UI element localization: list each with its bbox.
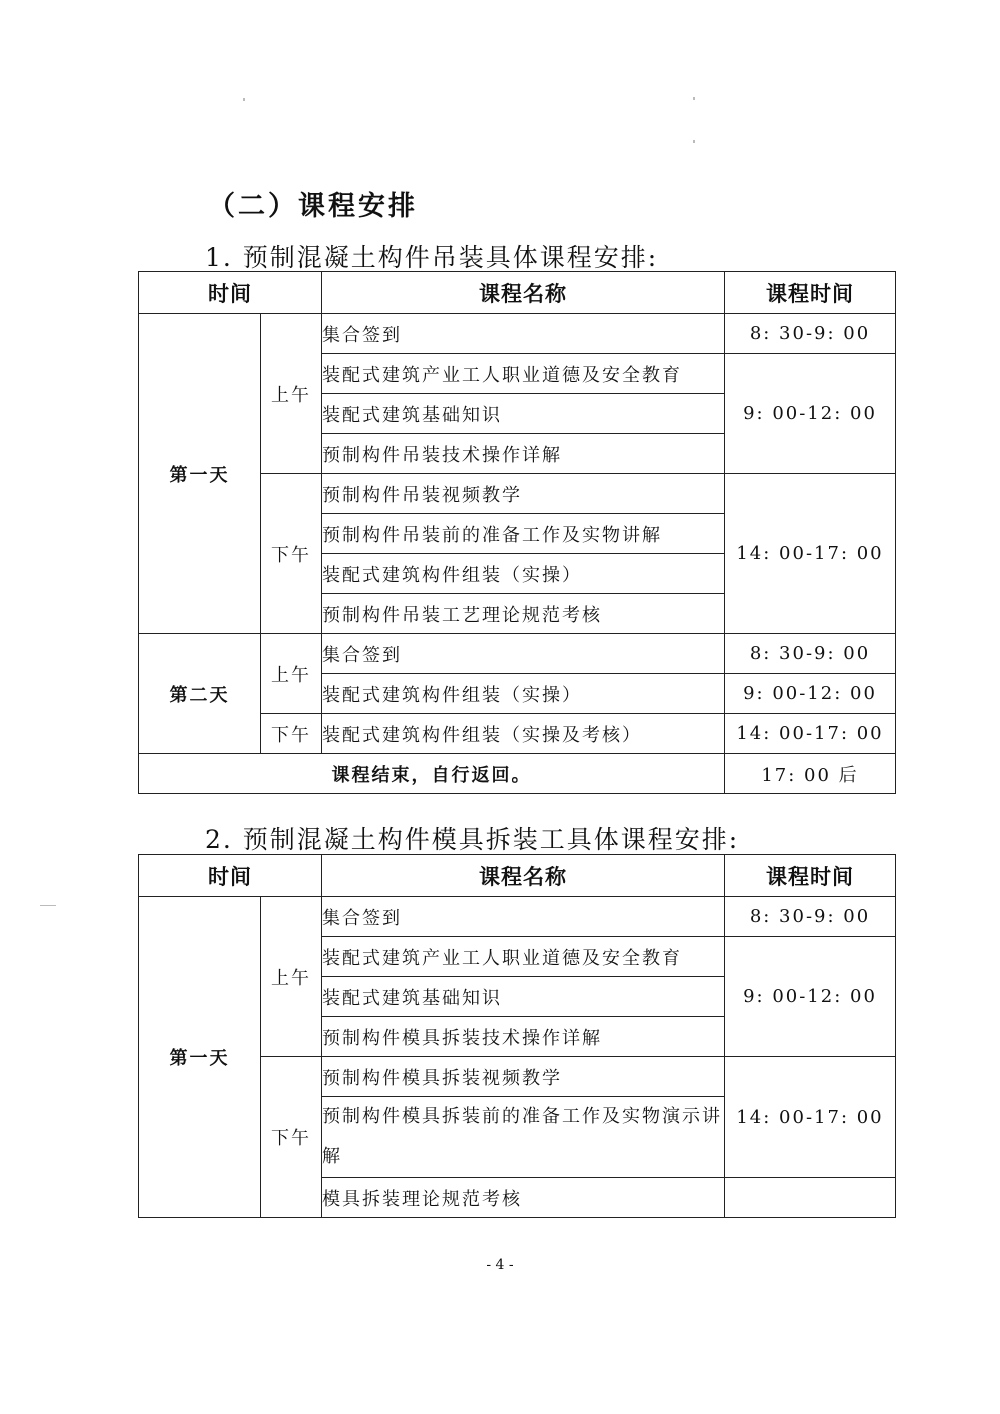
course-item: 预制构件吊装技术操作详解: [322, 434, 725, 474]
course-item: 装配式建筑构件组装（实操及考核）: [322, 714, 725, 754]
table-header-row: [139, 855, 896, 897]
mold-schedule-table: [138, 854, 896, 1218]
table-row: [139, 314, 896, 354]
header-time: 时间: [139, 855, 322, 897]
scan-speck: [693, 140, 695, 143]
scan-speck: [693, 97, 695, 100]
period-morning: 上午: [261, 314, 322, 474]
header-hours: 课程时间: [725, 855, 896, 897]
course-item: 装配式建筑构件组装（实操）: [322, 674, 725, 714]
course-item: 装配式建筑产业工人职业道德及安全教育: [322, 354, 725, 394]
period-afternoon: 下午: [261, 714, 322, 754]
table2-title: 2. 预制混凝土构件模具拆装工具体课程安排:: [205, 825, 740, 854]
section-title: （二）课程安排: [208, 191, 418, 222]
course-time-empty: [725, 1178, 896, 1218]
course-item: 集合签到: [322, 634, 725, 674]
course-end-time: 17: 00 后: [725, 754, 896, 794]
course-item: 模具拆装理论规范考核: [322, 1178, 725, 1218]
course-item: 装配式建筑基础知识: [322, 977, 725, 1017]
course-time: 14: 00-17: 00: [725, 714, 896, 754]
course-time: 14: 00-17: 00: [725, 1057, 896, 1178]
header-time: 时间: [139, 272, 322, 314]
course-item: 装配式建筑产业工人职业道德及安全教育: [322, 937, 725, 977]
scan-speck: [40, 905, 56, 906]
course-time: 9: 00-12: 00: [725, 354, 896, 474]
course-time: 8: 30-9: 00: [725, 897, 896, 937]
course-item: 预制构件吊装工艺理论规范考核: [322, 594, 725, 634]
course-item: 预制构件模具拆装前的准备工作及实物演示讲解: [322, 1097, 725, 1178]
course-item: 预制构件模具拆装技术操作详解: [322, 1017, 725, 1057]
course-time: 9: 00-12: 00: [725, 937, 896, 1057]
course-end-note: 课程结束，自行返回。: [139, 754, 725, 794]
course-item: 集合签到: [322, 314, 725, 354]
table-row: [139, 634, 896, 674]
header-hours: 课程时间: [725, 272, 896, 314]
hoisting-schedule-table: [138, 271, 896, 794]
course-item: 预制构件模具拆装视频教学: [322, 1057, 725, 1097]
course-time: 9: 00-12: 00: [725, 674, 896, 714]
course-item: 装配式建筑构件组装（实操）: [322, 554, 725, 594]
table1-title: 1. 预制混凝土构件吊装具体课程安排:: [205, 243, 659, 272]
course-time: 8: 30-9: 00: [725, 634, 896, 674]
course-time: 14: 00-17: 00: [725, 474, 896, 634]
period-morning: 上午: [261, 634, 322, 714]
table-row: [139, 754, 896, 794]
course-item: 预制构件吊装前的准备工作及实物讲解: [322, 514, 725, 554]
course-item: 集合签到: [322, 897, 725, 937]
header-course: 课程名称: [322, 855, 725, 897]
period-afternoon: 下午: [261, 474, 322, 634]
table-row: [139, 897, 896, 937]
page-number: - 4 -: [486, 1257, 514, 1273]
period-afternoon: 下午: [261, 1057, 322, 1218]
header-course: 课程名称: [322, 272, 725, 314]
table-header-row: [139, 272, 896, 314]
course-item: 预制构件吊装视频教学: [322, 474, 725, 514]
course-time: 8: 30-9: 00: [725, 314, 896, 354]
scan-speck: [243, 98, 245, 101]
course-item: 装配式建筑基础知识: [322, 394, 725, 434]
period-morning: 上午: [261, 897, 322, 1057]
day-label: 第一天: [139, 897, 261, 1218]
day-label: 第二天: [139, 634, 261, 754]
day-label: 第一天: [139, 314, 261, 634]
